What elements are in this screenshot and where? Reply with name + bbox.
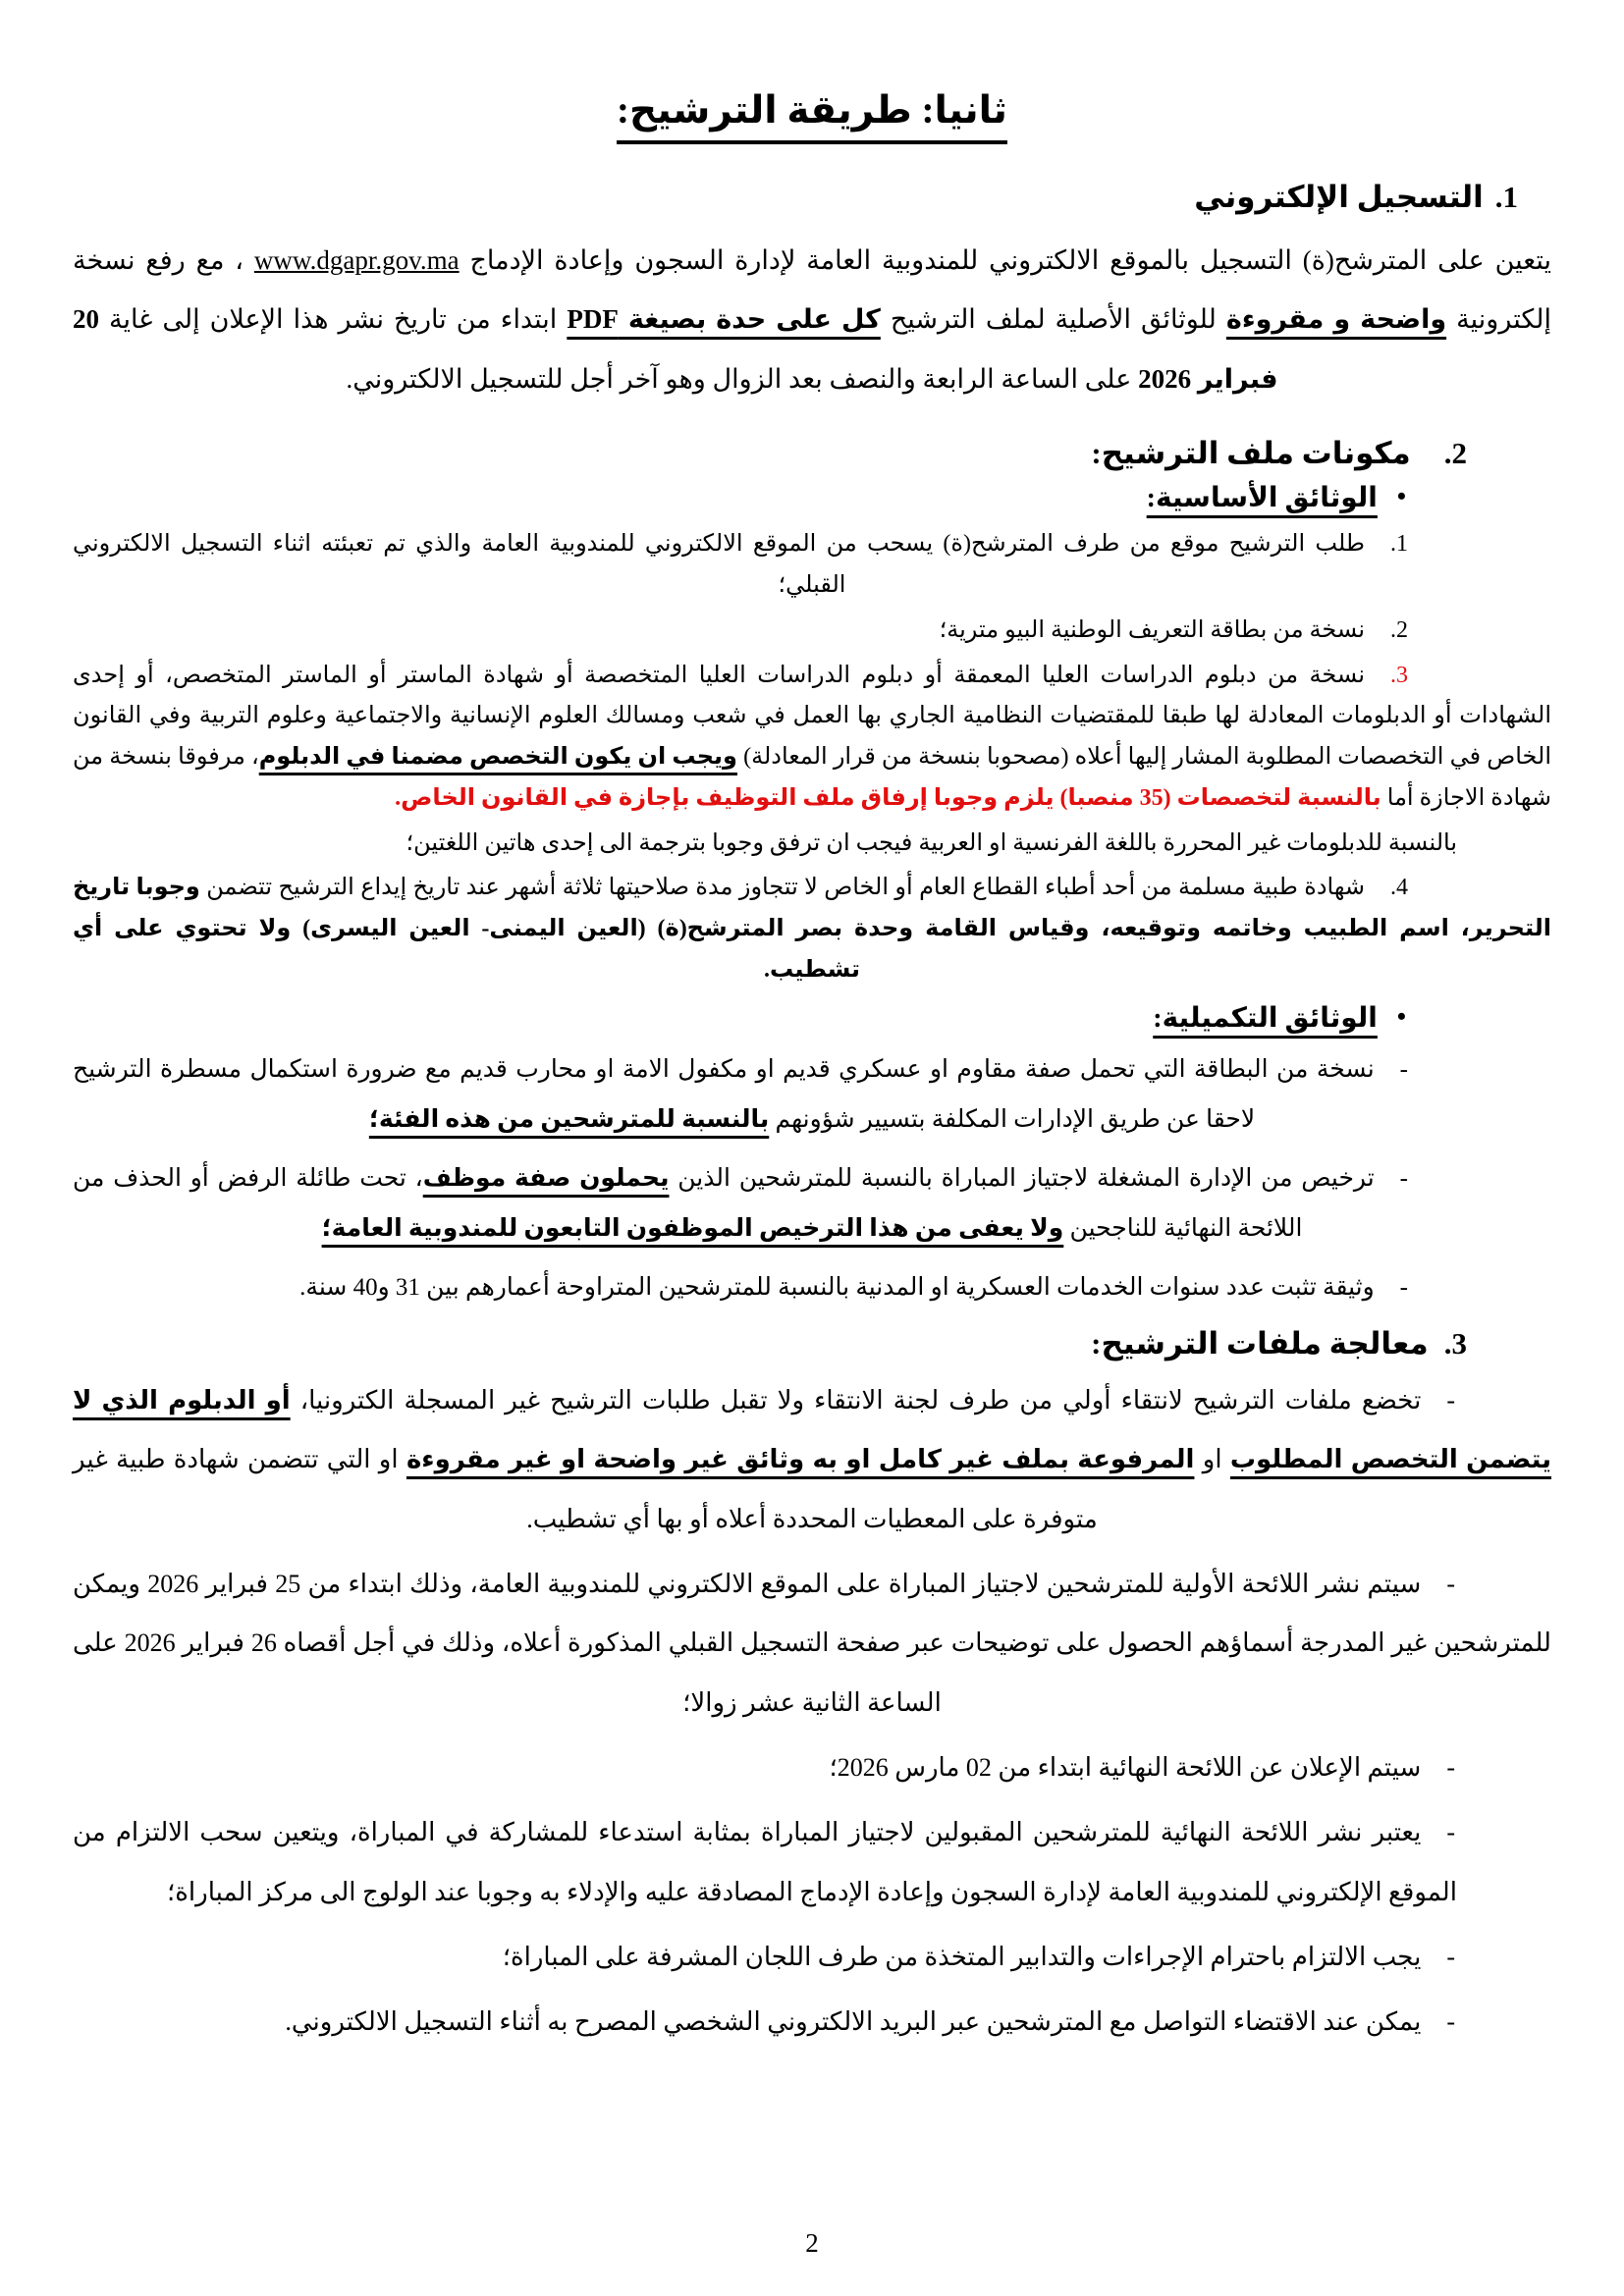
- text-run: نسخة من بطاقة التعريف الوطنية البيو مترية؛: [939, 616, 1365, 643]
- text-run: وجوبا تاريخ التحرير، اسم الطبيب وخاتمه وتوقيعه، وقياس القامة وحدة بصر المترشح(ة) (العين اليمنى- العين اليسرى) ولا تحتوي على أي تشطيب.: [73, 875, 1551, 983]
- list-item: [73, 524, 1551, 607]
- list-marker: 3.: [1390, 662, 1408, 688]
- text-run: للوثائق الأصلية لملف الترشيح: [880, 304, 1226, 335]
- text-run: أو الدبلوم الذي لا يتضمن التخصص المطلوب: [73, 1386, 1552, 1474]
- text-run: كل على حدة بصيغة PDF: [567, 304, 881, 335]
- text-run: شهادة طبية مسلمة من أحد أطباء القطاع العام أو الخاص لا تتجاوز مدة صلاحيتها ثلاثة أشهر عند تاريخ إيداع الترشيح تتضمن: [199, 875, 1365, 901]
- list-item: [73, 1262, 1551, 1313]
- text-run: ترخيص من الإدارة المشغلة لاجتياز المباراة بالنسبة للمترشحين الذين: [669, 1164, 1375, 1192]
- section-2-heading-text: مكونات ملف الترشيح:: [1091, 436, 1411, 471]
- text-run: يتعين على المترشح(ة) التسجيل بالموقع الالكتروني للمندوبية العامة لإدارة السجون وإعادة الإدماج: [459, 245, 1551, 275]
- list-item: [73, 1153, 1551, 1255]
- list-marker: -: [1446, 2007, 1455, 2037]
- list-marker: -: [1399, 1055, 1408, 1083]
- list-item: [73, 1044, 1551, 1146]
- basic-documents-heading-text: الوثائق الأساسية:: [1146, 483, 1378, 514]
- list-marker: 1.: [1390, 531, 1408, 558]
- text-run: ولا يعفى من هذا الترخيص الموظفون التابعون للمندوبية العامة؛: [321, 1215, 1064, 1243]
- text-run: واضحة و مقروءة: [1225, 304, 1447, 335]
- text-run: تخضع ملفات الترشيح لانتقاء أولي من طرف لجنة الانتقاء ولا تقبل طلبات الترشيح غير المسجلة الكترونيا،: [290, 1386, 1422, 1415]
- text-run: بالنسبة لتخصصات (35 منصبا) يلزم وجوبا إرفاق ملف التوظيف بإجازة في القانون الخاص.: [395, 784, 1381, 811]
- text-run: يحملون صفة موظف: [422, 1164, 670, 1192]
- list-marker: -: [1399, 1273, 1408, 1301]
- section-3-heading-text: معالجة ملفات الترشيح:: [1091, 1326, 1429, 1362]
- list-marker: -: [1399, 1164, 1408, 1192]
- list-item: [73, 1993, 1551, 2052]
- electronic-registration-paragraph: [73, 231, 1551, 408]
- list-item: [73, 656, 1551, 820]
- processing-list: [73, 1371, 1551, 2052]
- list-item: [73, 611, 1551, 652]
- page-number: 2: [805, 2228, 819, 2258]
- text-run: طلب الترشيح موقع من طرف المترشح(ة) يسحب من الموقع الالكتروني للمندوبية العامة والذي تم تعبئته اثناء التسجيل الالكتروني القبلي؛: [73, 531, 1365, 599]
- bullet-icon: •: [1396, 1001, 1406, 1031]
- text-run: نسخة من دبلوم الدراسات العليا المعمقة أو دبلوم الدراسات العليا المتخصصة أو شهادة الماستر أو الماستر المتخصص، أو إحدى الشهادات أو الدبلومات المعادلة لها طبقا للمقتضيات النظامية الجاري بها العمل في شعب ومسالك العلوم الإنسانية والاجتماعية وعلوم التربية وفي القانون الخاص في التخصصات المطلوبة المشار إليها أعلاه (مصحوبا بنسخة من قرار المعادلة): [73, 662, 1552, 771]
- text-run: يمكن عند الاقتضاء التواصل مع المترشحين عبر البريد الالكتروني الشخصي المصرح به أثناء التسجيل الالكتروني.: [285, 2007, 1422, 2037]
- list-marker: -: [1446, 1818, 1455, 1847]
- complementary-documents-heading: [73, 1001, 1551, 1035]
- text-run: يعتبر نشر اللائحة النهائية للمترشحين المقبولين لاجتياز المباراة بمثابة استدعاء للمشاركة في المباراة، ويتعين سحب الالتزام من الموقع الإلكتروني للمندوبية العامة لإدارة السجون وإعادة الإدماج المصادقة عليه والإدلاء به وجوبا عند الولوج الى مركز المباراة؛: [73, 1818, 1457, 1906]
- list-marker: 2.: [1390, 616, 1408, 643]
- text-run: على الساعة الرابعة والنصف بعد الزوال وهو آخر أجل للتسجيل الالكتروني.: [346, 363, 1139, 394]
- text-run: وثيقة تثبت عدد سنوات الخدمات العسكرية او المدنية بالنسبة للمترشحين المتراوحة أعمارهم بين 31 و40 سنة.: [299, 1273, 1375, 1301]
- list-item: [73, 1738, 1551, 1797]
- complementary-documents-heading-text: الوثائق التكميلية:: [1153, 1002, 1378, 1034]
- section-2-heading: [73, 436, 1551, 471]
- text-run: ، مع رفع نسخة إلكترونية: [73, 245, 1551, 335]
- list-item: [73, 1555, 1551, 1733]
- section-1-heading-text: التسجيل الإلكتروني: [1194, 180, 1484, 214]
- section-3-number: 3.: [1443, 1326, 1467, 1362]
- list-item: [73, 1928, 1551, 1987]
- text-run: نسخة من البطاقة التي تحمل صفة مقاوم او عسكري قديم او مكفول الامة او محارب قديم مع ضرورة استكمال مسطرة الترشيح لاحقا عن طريق الإدارات المكلفة بتسيير شؤونهم: [73, 1055, 1375, 1134]
- website-link[interactable]: www.dgapr.gov.ma: [253, 245, 460, 275]
- section-2-number: 2.: [1443, 436, 1467, 471]
- page-title: [73, 88, 1551, 133]
- text-run: ويجب ان يكون التخصص مضمنا في الدبلوم: [258, 744, 737, 771]
- list-marker: -: [1446, 1942, 1455, 1971]
- text-run: المرفوعة بملف غير كامل او به وثائق غير واضحة او غير مقروءة: [406, 1445, 1195, 1474]
- text-run: ، مرفوقا بنسخة من شهادة الاجازة أما: [73, 744, 1551, 811]
- text-run: ابتداء من تاريخ نشر هذا الإعلان إلى غاية: [99, 304, 568, 335]
- text-run: سيتم نشر اللائحة الأولية للمترشحين لاجتياز المباراة على الموقع الالكتروني للمندوبية العامة، وذلك ابتداء من 25 فبراير 2026 ويمكن للمترشحين غير المدرجة أسماؤهم الحصول على توضيحات عبر صفحة التسجيل القبلي المذكورة أعلاه، وذلك في أجل أقصاه 26 فبراير 2026 على الساعة الثانية عشر زوالا؛: [73, 1570, 1551, 1717]
- section-3-heading: [73, 1326, 1551, 1362]
- text-run: ، تحت طائلة الرفض أو الحذف من اللائحة النهائية للناجحين: [73, 1164, 1303, 1243]
- basic-documents-heading: [73, 481, 1551, 514]
- bullet-icon: •: [1396, 482, 1406, 511]
- text-run: بالنسبة للدبلومات غير المحررة باللغة الفرنسية او العربية فيجب ان ترفق وجوبا بترجمة الى إحدى هاتين اللغتين؛: [406, 829, 1457, 856]
- list-item: [73, 868, 1551, 990]
- text-run: يجب الالتزام باحترام الإجراءات والتدابير المتخذة من طرف اللجان المشرفة على المباراة؛: [502, 1942, 1422, 1971]
- text-run: 20 فبراير 2026: [73, 304, 1278, 394]
- list-marker: -: [1446, 1753, 1455, 1783]
- complementary-documents-list: [73, 1044, 1551, 1313]
- section-1-heading: [73, 180, 1551, 215]
- text-run: او: [1194, 1445, 1230, 1474]
- section-1-number: 1.: [1494, 180, 1518, 214]
- list-marker: -: [1446, 1386, 1455, 1415]
- text-run: بالنسبة للمترشحين من هذه الفئة؛: [368, 1106, 770, 1134]
- basic-documents-list: [73, 524, 1551, 990]
- page-title-text: ثانيا: طريقة الترشيح:: [617, 89, 1007, 144]
- list-marker: -: [1446, 1570, 1455, 1599]
- list-marker: 4.: [1390, 875, 1408, 901]
- list-item: [73, 1371, 1551, 1549]
- text-run: سيتم الإعلان عن اللائحة النهائية ابتداء من 02 مارس 2026؛: [829, 1753, 1422, 1783]
- list-item: [73, 824, 1551, 865]
- text-run: او التي تتضمن شهادة طبية غير متوفرة على المعطيات المحددة أعلاه أو بها أي تشطيب.: [73, 1445, 1098, 1533]
- list-item: [73, 1803, 1551, 1922]
